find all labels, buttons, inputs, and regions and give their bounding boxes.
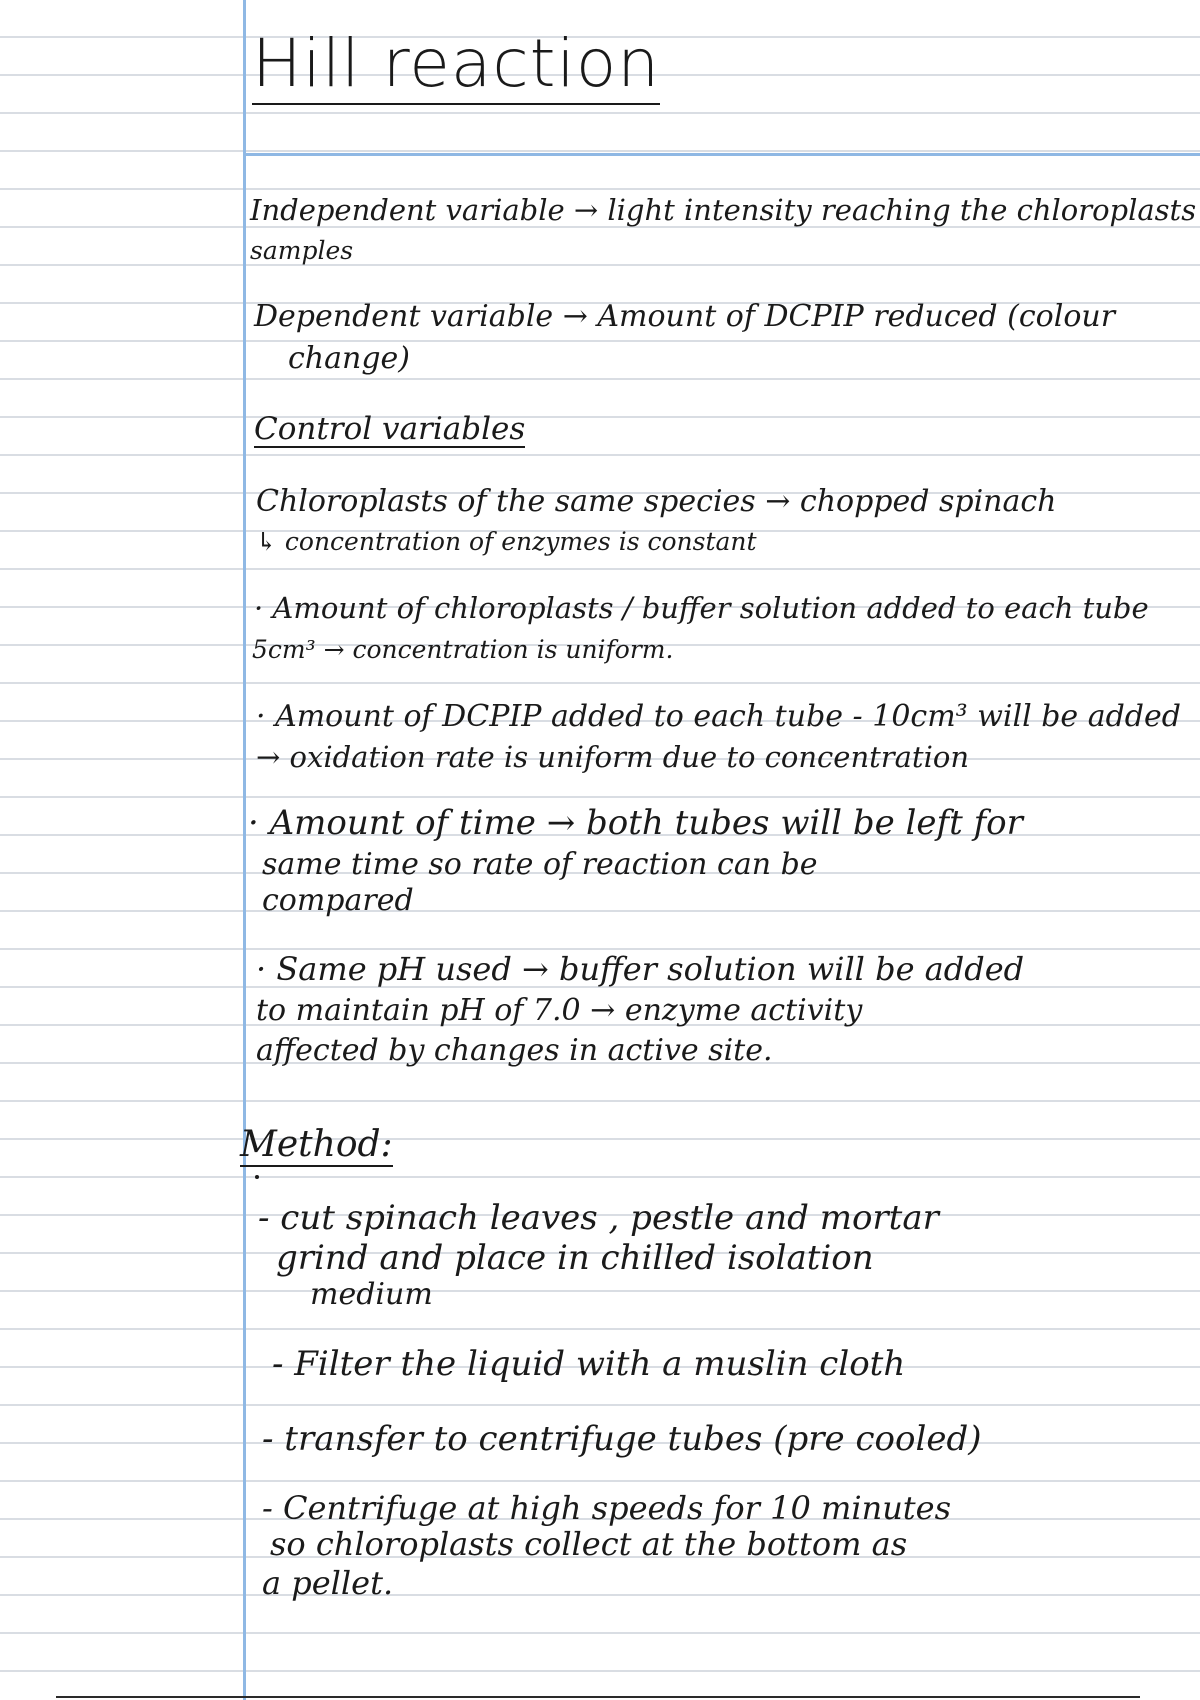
method-step-line: - transfer to centrifuge tubes (pre cooled) [262, 1419, 982, 1459]
method-step-line: - Filter the liquid with a muslin cloth [272, 1344, 906, 1384]
control-variables-heading: Control variables [254, 411, 526, 447]
method-step-line: a pellet. [262, 1564, 394, 1602]
page-title: Hill reaction [252, 28, 660, 105]
method-step-line: - Centrifuge at high speeds for 10 minutes [262, 1489, 952, 1527]
control-item-line: → oxidation rate is uniform due to concentration [256, 740, 969, 774]
control-item-line: · Amount of time → both tubes will be left for [248, 803, 1023, 843]
stray-dot [255, 1175, 259, 1179]
control-item-line: to maintain pH of 7.0 → enzyme activity [256, 993, 863, 1028]
margin-line [243, 0, 246, 1700]
control-item-line: same time so rate of reaction can be [262, 847, 818, 882]
dependent-variable-continued: change) [288, 341, 410, 376]
independent-variable-line: Independent variable → light intensity reaching the chloroplasts [250, 193, 1197, 227]
control-item-line: affected by changes in active site. [256, 1033, 773, 1068]
bottom-edge-line [56, 1696, 1140, 1698]
control-item-line: Chloroplasts of the same species → chopped spinach [256, 484, 1057, 519]
header-rule [243, 153, 1200, 156]
independent-variable-continued: samples [250, 236, 354, 265]
control-item-line: compared [262, 883, 414, 918]
control-item-line: · Same pH used → buffer solution will be added [256, 950, 1025, 988]
method-step-line: grind and place in chilled isolation [276, 1238, 874, 1278]
control-item-line: · Amount of DCPIP added to each tube - 10cm³ will be added [256, 699, 1181, 734]
control-item-line: 5cm³ → concentration is uniform. [252, 635, 674, 664]
control-item-line: ↳ concentration of enzymes is constant [256, 527, 757, 556]
method-step-line: so chloroplasts collect at the bottom as [270, 1525, 908, 1563]
method-heading: Method: [240, 1124, 393, 1165]
method-step-line: - cut spinach leaves , pestle and mortar [258, 1198, 939, 1238]
method-step-line: medium [310, 1277, 433, 1312]
dependent-variable-line: Dependent variable → Amount of DCPIP reduced (colour [254, 299, 1116, 334]
control-item-line: · Amount of chloroplasts / buffer solution added to each tube [254, 591, 1149, 625]
